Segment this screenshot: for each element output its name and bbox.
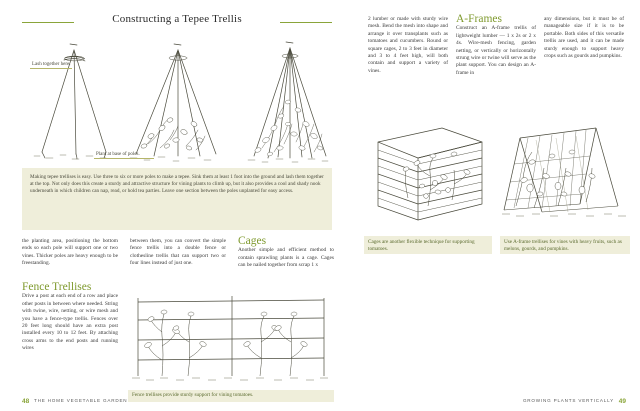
leader-line-plant (94, 158, 154, 159)
left-col2-body: between them, you can convert the simple fence trellis into a double fence or clothesline trellis that can support two or four lines instead of just one. (130, 238, 226, 267)
right-folio: 49 (618, 398, 626, 405)
right-page (354, 0, 640, 411)
a-frame-caption: Use A-frame trellises for vines with heavy fruits, such as melons, gourds, and pumpkins. (500, 236, 630, 254)
cage-illustration (364, 120, 492, 228)
fence-trellises-heading: Fence Trellises (22, 281, 92, 293)
tepee-illustration-group (18, 36, 336, 166)
fence-trellises-body: Drive a post at each end of a row and place other posts in between where needed. String with twine, wire, netting, or wire mesh and you have a fence-type trellis. Fences over 20 feet long should have an extra post installed every 10 to 12 feet. By attaching cross arms to the end posts and running wires (22, 293, 118, 352)
left-column-3 (238, 235, 334, 274)
left-column-1 (22, 238, 118, 272)
left-folio: 48 (22, 398, 30, 405)
fence-trellis-illustration (128, 290, 334, 386)
tepee-tip-box: Making tepee trellises is easy. Use three to six or more poles to make a tepee. Sink them at least 1 foot into the ground and lash them together at the top. Not only does this create a sturdy and attractive structure for vining plants to climb up, but it also provides a cool and shady nook underneath in which children can nap, read, or hold tea parties. Leave one section between the poles unplanted for easy access. (22, 168, 332, 230)
left-col3-body: Another simple and efficient method to contain sprawling plants is a cage. Cages can be nailed together from scrap 1 x (238, 247, 334, 269)
right-column-3 (544, 16, 624, 64)
fence-trellis-caption: Fence trellises provide sturdy support for vining tomatoes. (128, 390, 334, 402)
leader-line-lash (30, 68, 72, 69)
left-col1-body: the planting area, positioning the bottom ends so each pole will support one or two vines. Thicker poles are heavy enough to be freestanding. (22, 238, 118, 267)
right-col1-body: 2 lumber or made with sturdy wire mesh. Bend the mesh into shape and arrange it over transplants such as tomatoes and cucumbers. Round or square cages, 2 to 3 feet in diameter and 3 to 4 feet high, will both contain and support a variety of vines. (368, 16, 448, 74)
right-col3-body: any dimensions, but it must be of manageable size if it is to be portable. Both sides of this versatile trellis are used, and it can be made sturdy enough to support heavy crops such as gourds and pumpkins. (544, 16, 624, 60)
right-column-2 (456, 13, 536, 81)
left-running-footer: THE HOME VEGETABLE GARDEN (34, 398, 128, 403)
a-frames-heading: A-Frames (456, 13, 502, 25)
left-column-2 (130, 238, 226, 272)
a-frame-illustration (500, 118, 630, 230)
fence-trellises-block (22, 281, 118, 357)
right-column-1 (368, 16, 448, 79)
page-title: Constructing a Tepee Trellis (112, 13, 242, 25)
cage-caption: Cages are another flexible technique for supporting tomatoes. (364, 236, 492, 254)
label-lash-together: Lash together here. (32, 62, 71, 67)
label-plant-at-base: Plant at base of poles. (96, 152, 140, 157)
cages-heading: Cages (238, 235, 267, 247)
right-running-footer: GROWING PLANTS VERTICALLY (522, 398, 614, 403)
right-col2-body: Construct an A-frame trellis of lightweight lumber — 1 x 2s or 2 x 4s. Wire-mesh fencing, garden netting, or vertically or horizontally strung wire or twine will serve as the plant support. You can design an A-frame in (456, 25, 536, 76)
